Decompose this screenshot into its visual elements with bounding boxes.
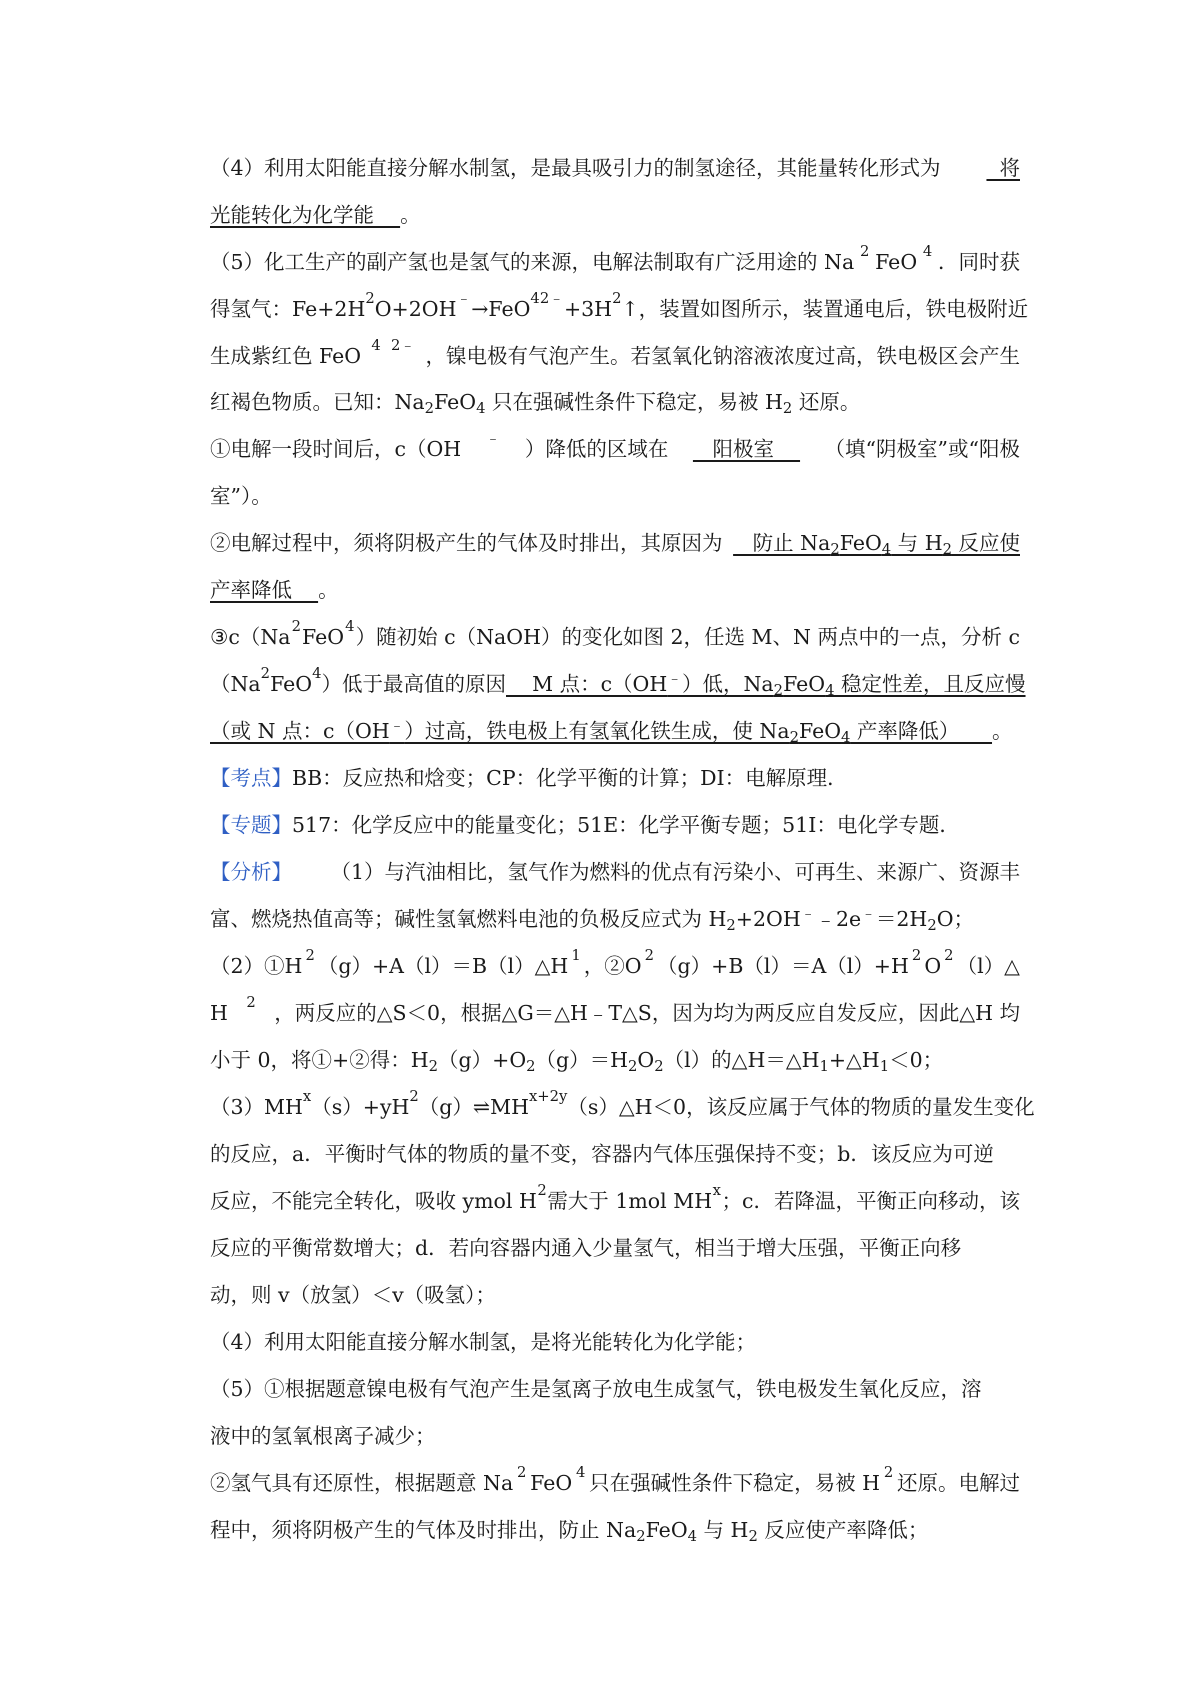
text-line: （Na 2 FeO 4 ）低于最高值的原因 M 点：c（OH﹣）低，$Na_2FeO_4$ 稳定性差，且反应慢	[210, 665, 1026, 700]
text-line: ②氢气具有还原性，根据题意 Na 2 FeO 4 只在强碱性条件下稳定，易被 H 2 还原。电解过	[210, 1464, 1020, 1495]
text-line: （5）化工生产的副产氢也是氢气的来源，电解法制取有广泛用途的 Na 2 FeO 4 ．同时获	[210, 243, 1020, 274]
text-line: 小于 0，将①+②得：$H_2(g)+O_2(g)=H_2O_2(l)$的$\triangle H=\triangle H_1+\triangle H_1<0$；	[210, 1048, 944, 1076]
text-line: 反应，不能完全转化，吸收 ymol H 2 需大于 1mol MH x ；c．若降温，平衡正向移动，该	[210, 1182, 1020, 1213]
text-line: 反应的平衡常数增大；d．若向容器内通入少量氢气，相当于增大压强，平衡正向移	[210, 1236, 962, 1260]
text-line: 光能转化为化学能 。	[210, 203, 421, 227]
text-line: ②电解过程中，须将阴极产生的气体及时排出，其原因为 防止 $Na_2FeO_4$ 与 $H_2$ 反应使	[210, 531, 1020, 559]
text-line: 红褐色物质。已知：$Na_2FeO_4$ 只在强碱性条件下稳定，易被 $H_2$ 还原。	[210, 390, 861, 418]
text-line: 【分析】 （1）与汽油相比，氢气作为燃料的优点有污染小、可再生、来源广、资源丰	[210, 860, 1020, 884]
text-line: 富、燃烧热值高等；碱性氢氧燃料电池的负极反应式为 $H_2+2OH^﹣﹣2e^﹣=2H_2O$；	[210, 904, 975, 935]
text-line: 产率降低 。	[210, 578, 339, 602]
text-line: （4）利用太阳能直接分解水制氢，是将光能转化为化学能；	[210, 1330, 757, 1354]
text-line: ③c（Na 2 FeO 4 ）随初始 c（NaOH）的变化如图 2，任选 M、N 两点中的一点，分析 c	[210, 618, 1020, 649]
text-line: （5）①根据题意镍电极有气泡产生是氢离子放电生成氢气，铁电极发生氧化反应，溶	[210, 1377, 982, 1401]
text-line: （2）①H 2 （g）+A（l）＝B（l）△H 1 ，②O 2 （g）+B（l）＝A（l）+H 2 O 2 （l）△	[210, 947, 1020, 978]
text-line: 【考点】BB：反应热和焓变；CP：化学平衡的计算；DI：电解原理．	[210, 766, 848, 790]
text-line: 室”）。	[210, 484, 272, 508]
text-line: 动，则 v（放氢）＜v（吸氢）；	[210, 1283, 496, 1307]
text-line: （或 N 点：c（OH﹣）过高，铁电极上有氢氧化铁生成，使 $Na_2FeO_4$ 产率降低） 。	[210, 716, 1013, 747]
text-line: （3）MH x （s）+yH 2 （g）⇌MH x+2y （s）△H＜0，该反应属于气体的物质的量发生变化	[210, 1088, 1035, 1119]
text-line: 得氢气：Fe+2H 2 O+2OH ﹣ →FeO 4 2﹣ +3H 2 ↑，装置如图所示，装置通电后，铁电极附近	[210, 290, 1029, 321]
text-line: 的反应，a．平衡时气体的物质的量不变，容器内气体压强保持不变；b．该反应为可逆	[210, 1142, 994, 1166]
text-line: （4）利用太阳能直接分解水制氢，是最具吸引力的制氢途径，其能量转化形式为 将	[210, 156, 1020, 180]
text-line: 生成紫红色 FeO 4 2﹣ ，镍电极有气泡产生。若氢氧化钠溶液浓度过高，铁电极区会产生	[210, 337, 1020, 368]
text-line: ①电解一段时间后，c（OH ﹣ ）降低的区域在 阳极室 （填“阴极室”或“阳极	[210, 430, 1020, 461]
text-line: H 2 ，两反应的△S＜0，根据△G＝△H﹣T△S，因为均为两反应自发反应，因此△H 均	[210, 994, 1020, 1025]
text-line: 【专题】517：化学反应中的能量变化；51E：化学平衡专题；51I：电化学专题．	[210, 813, 960, 837]
text-line: 液中的氢氧根离子减少；	[210, 1424, 436, 1448]
text-line: 程中，须将阴极产生的气体及时排出，防止 $Na_2FeO_4$ 与 $H_2$ 反应使产率降低；	[210, 1518, 929, 1546]
